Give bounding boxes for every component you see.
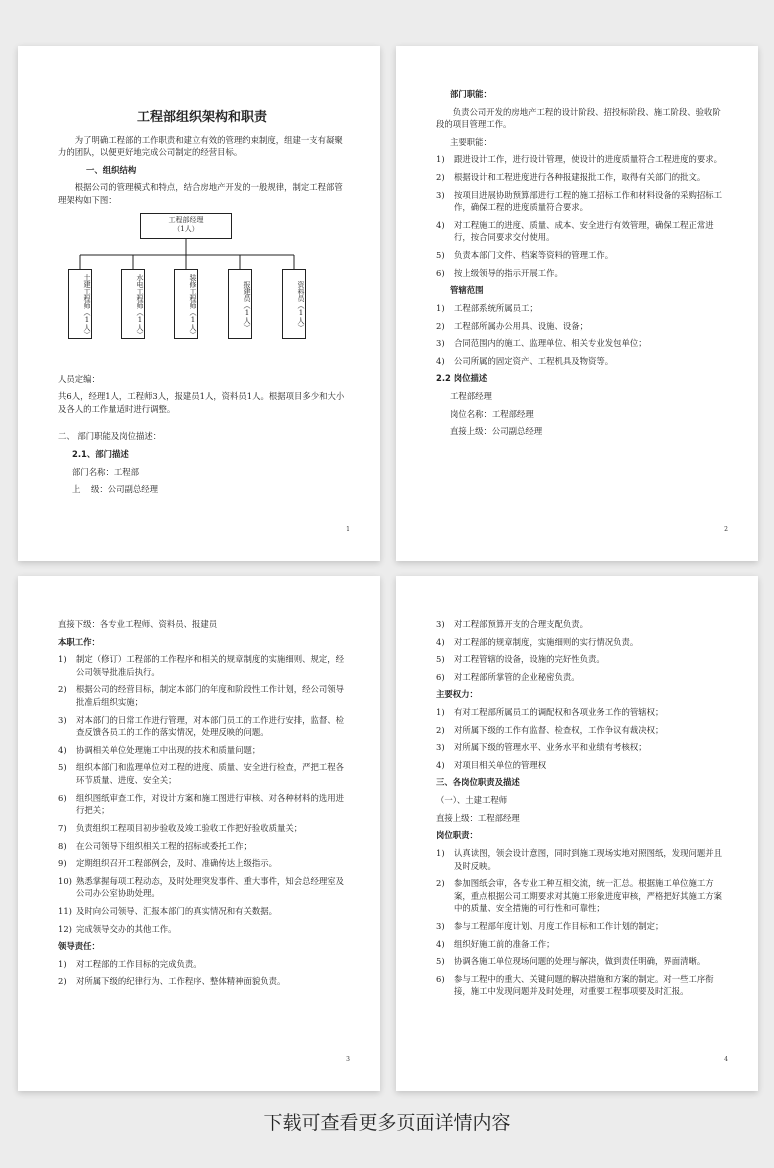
dept-name: 部门名称：工程部 [72, 466, 139, 477]
list-item-text: 有对工程部所属员工的调配权和各项业务工作的管辖权； [454, 707, 664, 718]
list-item-number: 2) [436, 320, 445, 331]
list-item-text: 组织好施工前的准备工作； [454, 938, 555, 949]
page-content [436, 618, 724, 1091]
list-item [436, 741, 724, 754]
list-item [436, 724, 724, 737]
list-item [58, 761, 346, 786]
list-item-number: 4) [436, 759, 445, 770]
org-box-count: （1人） [173, 224, 199, 233]
subsection-heading: 2.2 岗位描述 [436, 373, 488, 384]
list-item-number: 10) [58, 875, 72, 886]
list-item-number: 6) [436, 671, 445, 682]
staffing-label: 人员定编： [58, 373, 100, 384]
list-item-number: 12) [58, 923, 72, 934]
list-item-text: 对所属下级的管理水平、业务水平和业绩有考核权； [454, 742, 647, 753]
list-item [436, 320, 724, 333]
list-item-number: 3) [436, 338, 445, 349]
list-item-number: 1) [58, 654, 67, 665]
list-item-number: 11) [58, 905, 72, 916]
section-heading: 岗位职责： [436, 830, 478, 841]
list-item-text: 完成领导交办的其他工作。 [76, 923, 177, 934]
list-item [58, 840, 346, 853]
download-more-prompt[interactable]: 下载可查看更多页面详情内容 [263, 1112, 511, 1134]
list-item-number: 1) [436, 302, 445, 313]
list-item-text: 认真读图，领会设计意图，同时到施工现场实地对照图纸，发现问题并且及时反映。 [454, 847, 722, 871]
list-item-number: 3) [436, 742, 445, 753]
list-item-number: 2) [436, 724, 445, 735]
list-item-text: 及时向公司领导、汇报本部门的真实情况和有关数据。 [76, 905, 277, 916]
list-item-text: 对本部门的日常工作进行管理，对本部门员工的工作进行安排，监督、检查反馈各员工的工作的落实情况，处理反映的问题。 [76, 714, 344, 738]
list-item-number: 5) [436, 250, 445, 261]
list-item-number: 3) [58, 714, 67, 725]
list-item-text: 参加图纸会审，各专业工种互相交流，统一汇总。根据施工单位施工方案，重点根据公司工期要求对其施工形象进度审核，严格把好其施工方案中的质量、安全措施的可行性和可靠性； [454, 878, 722, 914]
list-item-text: 熟悉掌握每项工程动态，及时处理突发事件、重大事件，知会总经理室及公司办公室协助处理。 [76, 875, 344, 899]
list-item-number: 1) [436, 707, 445, 718]
section-heading: 主要权力： [436, 689, 478, 700]
list-item-number: 7) [58, 822, 67, 833]
list-item [436, 337, 724, 350]
list-item-text: 跟进设计工作，进行设计管理，使设计的进度质量符合工程进度的要求。 [454, 154, 722, 165]
list-item [436, 267, 724, 280]
list-item-text: 对所属下级的工作有监督、检查权，工作争议有裁决权； [454, 724, 664, 735]
list-item [436, 955, 724, 968]
list-item-text: 工程部所属办公用具、设施、设备； [454, 320, 588, 331]
list-item-text: 对工程部所掌管的企业秘密负责。 [454, 671, 580, 682]
list-item-number: 4) [58, 744, 67, 755]
list-item [58, 792, 346, 817]
list-item [58, 653, 346, 678]
org-box-civil-engineer: 土建工程师（1人） [68, 269, 92, 339]
list-item [436, 877, 724, 915]
list-item [436, 219, 724, 244]
scope-list [436, 302, 724, 367]
list-item-number: 2) [436, 878, 445, 889]
list-item-number: 4) [436, 219, 445, 230]
staffing-text: 共6人，经理1人，工程师3人，报建员1人，资料员1人。根据项目多少和大小及各人的工作量适时进行调整。 [58, 391, 345, 414]
section-heading: 二、 部门职能及岗位描述： [58, 431, 162, 442]
list-item-text: 协调各施工单位现场问题的处理与解决，做到责任明确，界面清晰。 [454, 956, 706, 967]
list-item-text: 合同范围内的施工、监理单位、相关专业发包单位； [454, 338, 647, 349]
post-title: 工程部经理 [450, 390, 492, 401]
org-box-records-clerk: 资料员（1人） [282, 269, 306, 339]
list-item-text: 负责本部门文件、档案等资料的管理工作。 [454, 250, 614, 261]
list-item [58, 975, 346, 988]
powers-list [436, 706, 724, 771]
page-number: 1 [346, 526, 350, 533]
section-heading: 领导责任： [58, 941, 100, 952]
list-item-text: 对工程部的规章制度，实施细则的实行情况负责。 [454, 636, 639, 647]
list-item [436, 671, 724, 684]
page-number: 4 [724, 1056, 728, 1063]
list-item-number: 5) [436, 654, 445, 665]
section-heading: 管辖范围 [450, 285, 484, 296]
list-item-text: 根据公司的经营目标，制定本部门的年度和阶段性工作计划，经公司领导批准后组织实施； [76, 684, 344, 708]
page-content [436, 88, 724, 561]
list-item-number: 9) [58, 858, 67, 869]
list-item-number: 8) [58, 840, 67, 851]
list-item-number: 1) [436, 154, 445, 165]
document-page-4 [396, 576, 758, 1091]
document-page-3 [18, 576, 380, 1091]
org-box-mep-engineer: 水电工程师（1人） [121, 269, 145, 339]
section-heading: 三、各岗位职责及描述 [436, 777, 520, 788]
list-item-number: 1) [436, 847, 445, 858]
list-item-text: 制定（修订）工程部的工作程序和相关的规章制度的实施细则、规定，经公司领导批准后执行。 [76, 654, 344, 677]
list-item [58, 744, 346, 757]
org-chart [58, 213, 346, 363]
direct-superior: 直接上级：公司副总经理 [450, 426, 543, 437]
list-item-text: 负责组织工程项目初步验收及竣工验收工作把好验收质量关； [76, 822, 303, 833]
list-item [436, 973, 724, 998]
main-functions-list [436, 153, 724, 279]
list-item-text: 对工程部的工作目标的完成负责。 [76, 958, 202, 969]
section-heading: 本职工作： [58, 636, 100, 647]
list-item [58, 875, 346, 900]
list-item [436, 938, 724, 951]
list-item [436, 706, 724, 719]
list-item-text: 对工程施工的进度、质量、成本、安全进行有效管理，确保工程正常进行，按合同要求交付使用。 [454, 219, 714, 243]
list-item [436, 189, 724, 214]
section-text: 根据公司的管理模式和特点，结合房地产开发的一般规律，制定工程部管理架构如下图： [58, 182, 343, 205]
list-item [436, 249, 724, 262]
subsection-heading: 2.1、部门描述 [72, 448, 129, 459]
list-item-text: 按项目进展协助预算部进行工程的施工招标工作和材料设备的采购招标工作，确保工程的进度质量符合要求。 [454, 189, 722, 213]
list-item-text: 对工程部预算开支的合理支配负责。 [454, 619, 588, 629]
list-item-number: 2) [58, 976, 67, 987]
org-box-manager [140, 213, 232, 239]
post-title: （一）、土建工程师 [436, 795, 508, 806]
list-item-text: 组织本部门和监理单位对工程的进度、质量、安全进行检查，严把工程各环节质量、进度、安全关； [76, 762, 344, 786]
list-item-number: 6) [58, 792, 67, 803]
list-item-number: 4) [436, 355, 445, 366]
list-item [436, 171, 724, 184]
list-item-text: 定期组织召开工程部例会，及时、准确传达上级指示。 [76, 858, 277, 869]
responsibilities-list [436, 618, 724, 683]
section-text: 负责公司开发的房地产工程的设计阶段、招投标阶段、施工阶段、验收阶段的项目管理工作。 [436, 106, 721, 130]
org-box-permit-clerk: 报建员（1人） [228, 269, 252, 339]
list-item-text: 协调相关单位处理施工中出现的技术和质量问题； [76, 744, 261, 755]
leadership-list [58, 958, 346, 988]
list-item [436, 302, 724, 315]
list-item [58, 905, 346, 918]
list-item [58, 683, 346, 708]
org-box-decoration-engineer: 装修工程师（1人） [174, 269, 198, 339]
list-item-number: 5) [436, 956, 445, 967]
list-item [58, 958, 346, 971]
document-page-1 [18, 46, 380, 561]
list-item-number: 6) [436, 267, 445, 278]
list-item-text: 在公司领导下组织相关工程的招标或委托工作； [76, 840, 252, 851]
page-number: 2 [724, 526, 728, 533]
page-content [58, 618, 346, 1091]
list-item-number: 1) [58, 958, 67, 969]
list-item [436, 636, 724, 649]
direct-superior: 直接上级：工程部经理 [436, 812, 520, 823]
list-item-number: 4) [436, 938, 445, 949]
list-item-number: 5) [58, 762, 67, 773]
list-item-text: 对所属下级的纪律行为、工作程序、整体精神面貌负责。 [76, 976, 286, 987]
list-item-text: 对工程管辖的设备，设施的完好性负责。 [454, 654, 605, 665]
duties-list [58, 653, 346, 935]
list-item-number: 3) [436, 619, 445, 629]
dept-superior: 上 级：公司副总经理 [72, 484, 159, 495]
list-item [436, 355, 724, 368]
section-heading: 部门职能： [450, 89, 492, 99]
post-duties-list [436, 847, 724, 998]
list-item-number: 2) [436, 172, 445, 183]
list-item-text: 参与工程中的重大、关键问题的解决措施和方案的制定。对一些工序衔接，施工中发现问题并及时处理，对重要工程事项要及时汇报。 [454, 973, 714, 997]
list-item-text: 工程部系统所属员工； [454, 302, 538, 313]
list-item-number: 3) [436, 189, 445, 200]
list-item-text: 组织图纸审查工作，对设计方案和施工图进行审核、对各种材料的选用进行把关； [76, 792, 344, 816]
post-name: 岗位名称：工程部经理 [450, 408, 534, 419]
list-item [58, 923, 346, 936]
section-heading: 主要职能： [450, 136, 492, 147]
document-title: 工程部组织架构和职责 [136, 110, 267, 125]
list-item [58, 714, 346, 739]
direct-subordinates: 直接下级：各专业工程师、资料员、报建员 [58, 619, 218, 629]
list-item-text: 对项目相关单位的管理权 [454, 759, 547, 770]
section-heading: 一、组织结构 [86, 164, 137, 175]
list-item [436, 153, 724, 166]
page-content [58, 46, 346, 561]
list-item-text: 公司所属的固定资产、工程机具及物资等。 [454, 355, 614, 366]
list-item [436, 759, 724, 772]
list-item [436, 920, 724, 933]
list-item-text: 根据设计和工程进度进行各种报建报批工作，取得有关部门的批文。 [454, 172, 706, 183]
list-item [436, 618, 724, 631]
document-page-2 [396, 46, 758, 561]
list-item-number: 3) [436, 920, 445, 931]
list-item-number: 4) [436, 636, 445, 647]
list-item [58, 822, 346, 835]
list-item-text: 按上级领导的指示开展工作。 [454, 267, 563, 278]
list-item [436, 653, 724, 666]
list-item [58, 857, 346, 870]
org-box-label: 工程部经理 [168, 215, 204, 224]
page-number: 3 [346, 1056, 350, 1063]
list-item-number: 6) [436, 973, 445, 984]
list-item-text: 参与工程部年度计划、月度工作目标和工作计划的制定； [454, 920, 664, 931]
list-item-number: 2) [58, 684, 67, 695]
intro-paragraph: 为了明确工程部的工作职责和建立有效的管理约束制度，组建一支有凝聚力的团队，以便更好地完成公司制定的经营目标。 [58, 134, 343, 158]
list-item [436, 847, 724, 872]
